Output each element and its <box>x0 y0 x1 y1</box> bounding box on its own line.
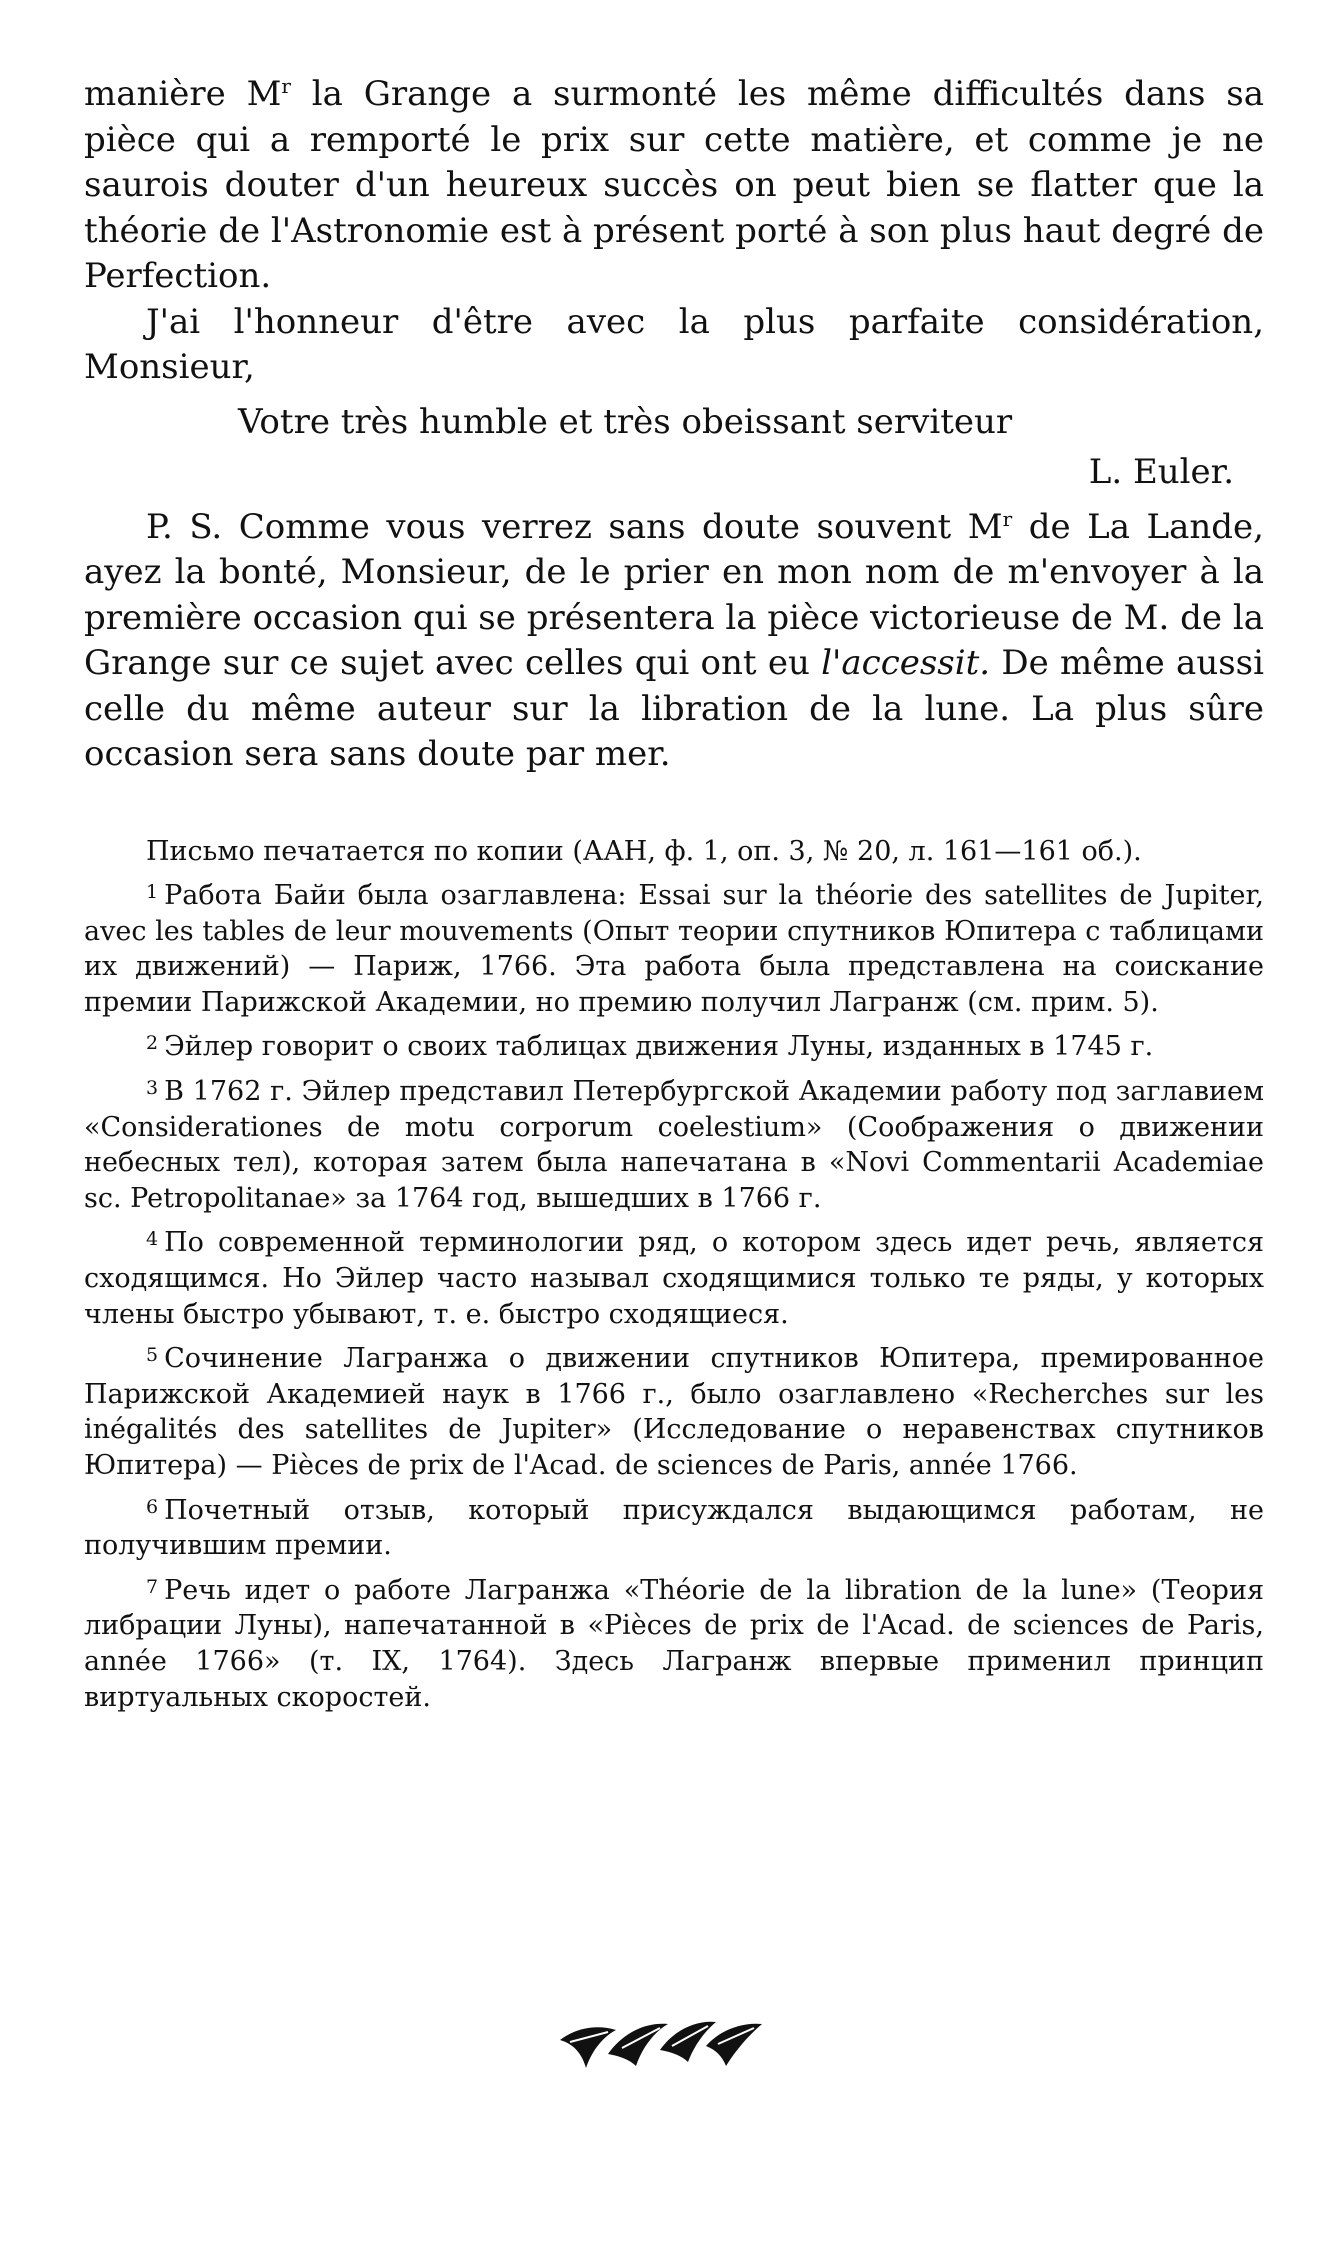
letter-paragraph-1: manière $M^r$ la Grange a surmonté les même difficultés dans sa pièce qui a remporté le prix sur cette matière, et comme je ne saurois douter d'un heureux succès on peut bien se flatter que la théorie de l'Astronomie est à présent porté à son plus haut degré de Perfection. <box>84 74 1264 296</box>
footnote-5: $^5$ Сочинение Лагранжа о движении спутников Юпитера, премированное Парижской Академией наук в 1766 г., было озаглавлено «Recherches sur les inégalités des satellites de Jupiter» (Исследование о неравенствах спутников Юпитера) — Pièces de prix de l'Acad. de sciences de Paris, année 1766. <box>84 1343 1264 1481</box>
decorative-vignette-icon <box>556 2010 766 2080</box>
footnote-7: $^7$ Речь идет о работе Лагранжа «Théorie de la libration de la lune» (Теория либрации Луны), напечатанной в «Pièces de prix de l'Acad. de sciences de Paris, année 1766» (т. IX, 1764). Здесь Лагранж впервые применил принцип виртуальных скоростей. <box>84 1574 1264 1713</box>
letter-paragraph-2: J'ai l'honneur d'être avec la plus parfaite considération, Monsieur, <box>84 301 1264 387</box>
footnote-6: $^6$ Почетный отзыв, который присуждался выдающимся работам, не получившим премии. <box>84 1494 1264 1562</box>
letter-text <box>84 64 1264 391</box>
letter-signature: L. Euler. <box>1088 451 1234 492</box>
page <box>84 64 1264 1715</box>
footnote-3: $^3$ В 1762 г. Эйлер представил Петербургской Академии работу под заглавием «Considerationes de motu corporum coelestium» (Соображения о движении небесных тел), которая затем была напечатана в «Novi Commentarii Academiae sc. Petropolitanae» за 1764 год, вышедших в 1766 г. <box>84 1076 1264 1214</box>
postscript: P. S. Comme vous verrez sans doute souvent $M^r$ de La Lande, ayez la bonté, Monsieur, de le prier en mon nom de m'envoyer à la première occasion qui se présentera la pièce victorieuse de M. de la Grange sur ce sujet avec celles qui ont eu l'accessit. De même aussi celle du même auteur sur la libration de la lune. La plus sûre occasion sera sans doute par mer. <box>84 506 1264 774</box>
source-note: Письмо печатается по копии (ААН, ф. 1, оп. 3, № 20, л. 161—161 об.). <box>146 835 1142 867</box>
footnote-4: $^4$ По современной терминологии ряд, о котором здесь идет речь, является сходящимся. Но Эйлер часто называл сходящимися только те ряды, у которых члены быстро убывают, т. е. быстро сходящиеся. <box>84 1227 1264 1330</box>
footnotes <box>84 834 1264 1716</box>
italic-term: l'accessit. <box>821 643 991 683</box>
footnote-1: $^1$ Работа Байи была озаглавлена: Essai sur la théorie des satellites de Jupiter, avec les tables de leur mouvements (Опыт теории спутников Юпитера с таблицами их движений) — Париж, 1766. Эта работа была представлена на соискание премии Парижской Академии, но премию получил Лагранж (см. прим. 5). <box>84 880 1264 1018</box>
letter-closing: Votre très humble et très obeissant serviteur <box>238 401 1013 442</box>
footnote-2: $^2$ Эйлер говорит о своих таблицах движения Луны, изданных в 1745 г. <box>146 1031 1154 1063</box>
